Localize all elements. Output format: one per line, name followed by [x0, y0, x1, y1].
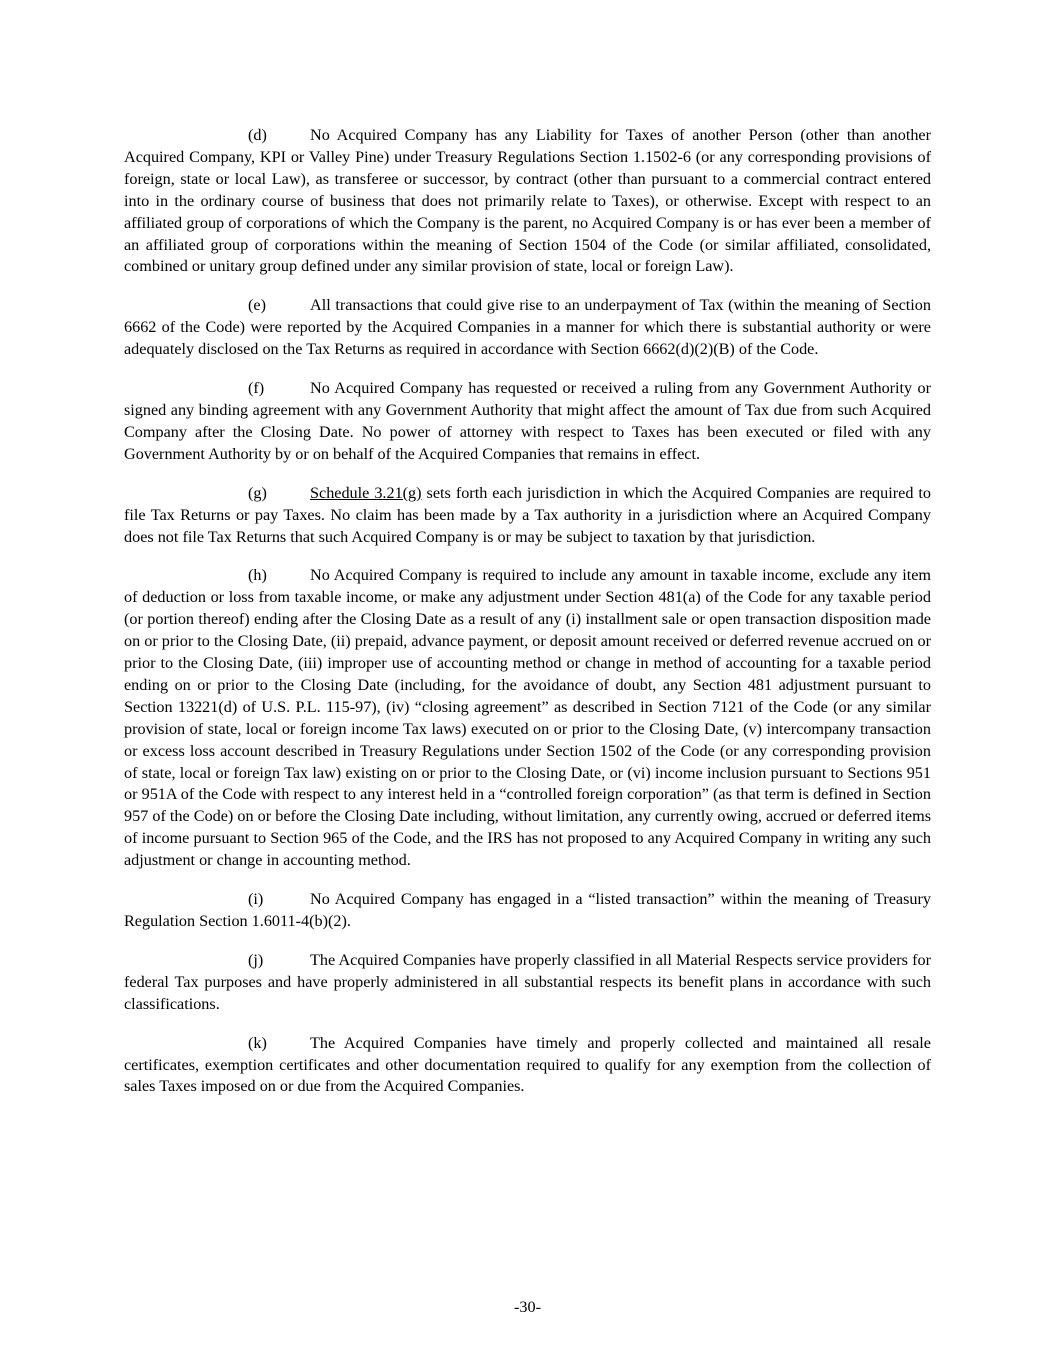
paragraph-g — [124, 483, 931, 549]
paragraph-text: All transactions that could give rise to an underpayment of Tax (within the meaning of Section 6662 of the Code) were reported by the Acquired Companies in a manner for which there is substantial authority or were adequately disclosed on the Tax Returns as required in accordance with Section 6662(d)(2)(B) of the Code. — [124, 296, 931, 359]
paragraph-text: No Acquired Company has requested or received a ruling from any Government Authority or signed any binding agreement with any Government Authority that might affect the amount of Tax due from such Acquired Company after the Closing Date. No power of attorney with respect to Taxes has been executed or filed with any Government Authority by or on behalf of the Acquired Companies that remains in effect. — [124, 379, 931, 463]
schedule-reference: Schedule 3.21(g) — [310, 483, 422, 502]
paragraph-i — [124, 889, 931, 933]
paragraph-h — [124, 565, 931, 872]
paragraph-f — [124, 378, 931, 466]
paragraph-label: (d) — [248, 126, 267, 144]
paragraph-label: (f) — [248, 379, 265, 398]
paragraph-e — [124, 295, 931, 361]
paragraph-text: The Acquired Companies have timely and properly collected and maintained all resale certificates, exemption certificates and other documentation required to qualify for any exemption from the collection of sales Taxes imposed on or due from the Acquired Companies. — [124, 1033, 931, 1096]
paragraph-label: (e) — [248, 296, 266, 315]
paragraph-text: No Acquired Company has any Liability for Taxes of another Person (other than another Acquired Company, KPI or Valley Pine) under Treasury Regulations Section 1.1502-6 (or any corresponding provisions of foreign, state or local Law), as transferee or successor, by contract (other than pursuant to a commercial contract entered into in the ordinary course of business that does not primarily relate to Taxes), or otherwise. Except with respect to an affiliated group of corporations of which the Company is the parent, no Acquired Company is or has ever been a member of an affiliated group of corporations within the meaning of Section 1504 of the Code (or similar affiliated, consolidated, combined or unitary group defined under any similar provision of state, local or foreign Law). — [124, 126, 931, 276]
paragraph-k — [124, 1033, 931, 1099]
document-body — [124, 125, 931, 1115]
paragraph-text: sets forth each jurisdiction in which the Acquired Companies are required to file Tax Returns or pay Taxes. No claim has been made by a Tax authority in a jurisdiction where an Acquired Company does not file Tax Returns that such Acquired Company is or may be subject to taxation by that jurisdiction. — [124, 483, 931, 546]
paragraph-label: (j) — [248, 950, 264, 969]
paragraph-text: The Acquired Companies have properly classified in all Material Respects service providers for federal Tax purposes and have properly administered in all substantial respects its benefit plans in accordance with such classifications. — [124, 950, 931, 1013]
page-number: -30- — [514, 1298, 541, 1316]
paragraph-label: (h) — [248, 566, 267, 585]
paragraph-text: No Acquired Company has engaged in a “listed transaction” within the meaning of Treasury Regulation Section 1.6011-4(b)(2). — [124, 890, 931, 930]
paragraph-label: (k) — [248, 1033, 267, 1052]
paragraph-j — [124, 950, 931, 1016]
paragraph-label: (i) — [248, 890, 264, 909]
paragraph-label: (g) — [248, 483, 267, 502]
paragraph-text: No Acquired Company is required to include any amount in taxable income, exclude any item of deduction or loss from taxable income, or make any adjustment under Section 481(a) of the Code for any taxable period (or portion thereof) ending after the Closing Date as a result of any (i) installment sale or open transaction disposition made on or prior to the Closing Date, (ii) prepaid, advance payment, or deposit amount received or deferred revenue accrued on or prior to the Closing Date, (iii) improper use of accounting method or change in method of accounting for a taxable period ending on or prior to the Closing Date (including, for the avoidance of doubt, any Section 481 adjustment pursuant to Section 13221(d) of U.S. P.L. 115-97), (iv) “closing agreement” as described in Section 7121 of the Code (or any similar provision of state, local or foreign income Tax laws) executed on or prior to the Closing Date, (v) intercompany transaction or excess loss account described in Treasury Regulations under Section 1502 of the Code (or any corresponding provision of state, local or foreign Tax law) existing on or prior to the Closing Date, or (vi) income inclusion pursuant to Sections 951 or 951A of the Code with respect to any interest held in a “controlled foreign corporation” (as that term is defined in Section 957 of the Code) on or before the Closing Date including, without limitation, any currently owing, accrued or deferred items of income pursuant to Section 965 of the Code, and the IRS has not proposed to any Acquired Company in writing any such adjustment or change in accounting method. — [124, 566, 931, 870]
paragraph-d — [124, 125, 931, 278]
